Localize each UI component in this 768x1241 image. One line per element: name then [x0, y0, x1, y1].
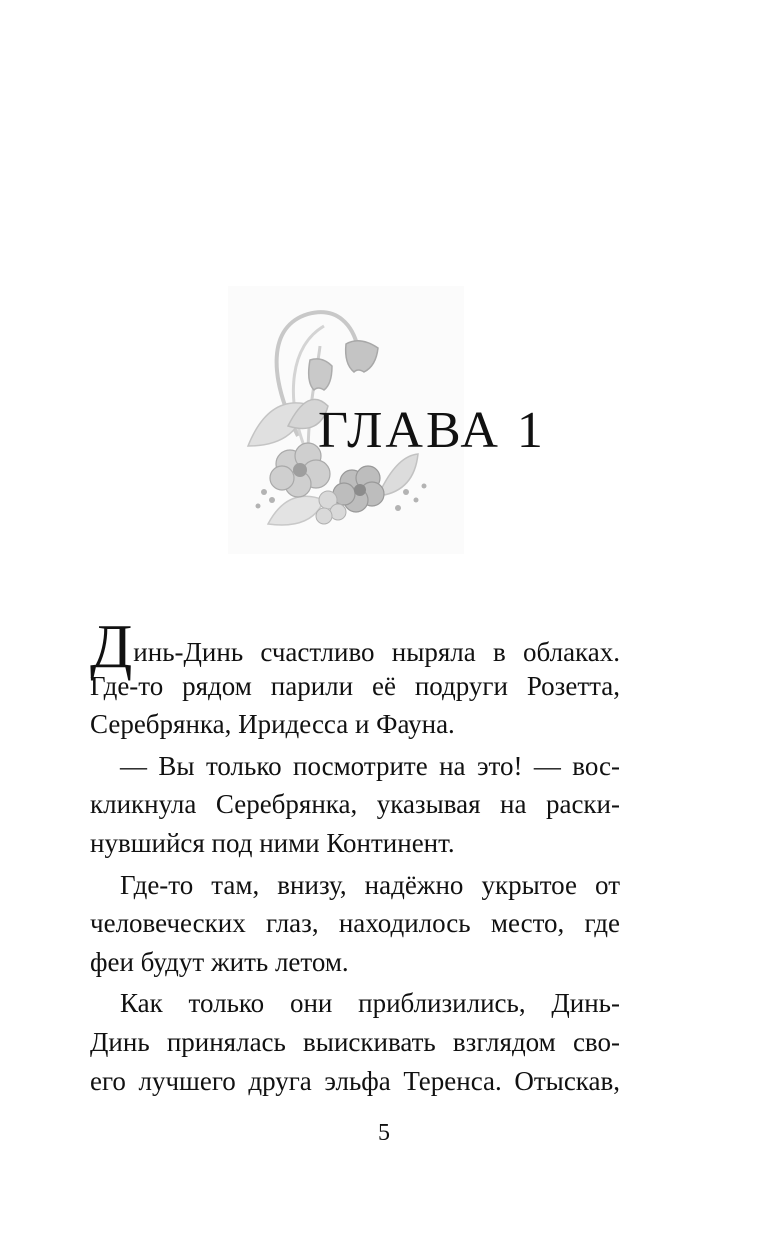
- text-line: феи будут жить летом.: [90, 946, 349, 977]
- text-line: Динь принялась выискивать взглядом сво-: [90, 1026, 620, 1057]
- drop-cap: Д: [90, 613, 133, 681]
- body-text: [90, 613, 620, 1100]
- text-line: человеческих глаз, находилось место, где: [90, 908, 620, 939]
- chapter-title: ГЛАВА 1: [318, 402, 546, 459]
- text-line: Где-то рядом парили её подруги Розетта,: [90, 670, 620, 701]
- text-line: Серебрянка, Иридесса и Фауна.: [90, 709, 455, 740]
- text-line: нувшийся под ними Континент.: [90, 827, 455, 858]
- text-line: Динь-Динь счастливо ныряла в облаках.: [90, 613, 620, 681]
- text-line: — Вы только посмотрите на это! — вос-: [120, 750, 620, 781]
- text-line: Где-то там, внизу, надёжно укрытое от: [120, 869, 620, 900]
- text-line: кликнула Серебрянка, указывая на раски-: [90, 789, 620, 820]
- page-number: 5: [378, 1120, 390, 1146]
- text-line: Как только они приблизились, Динь-: [120, 988, 620, 1019]
- text-line: его лучшего друга эльфа Теренса. Отыскав,: [90, 1065, 620, 1096]
